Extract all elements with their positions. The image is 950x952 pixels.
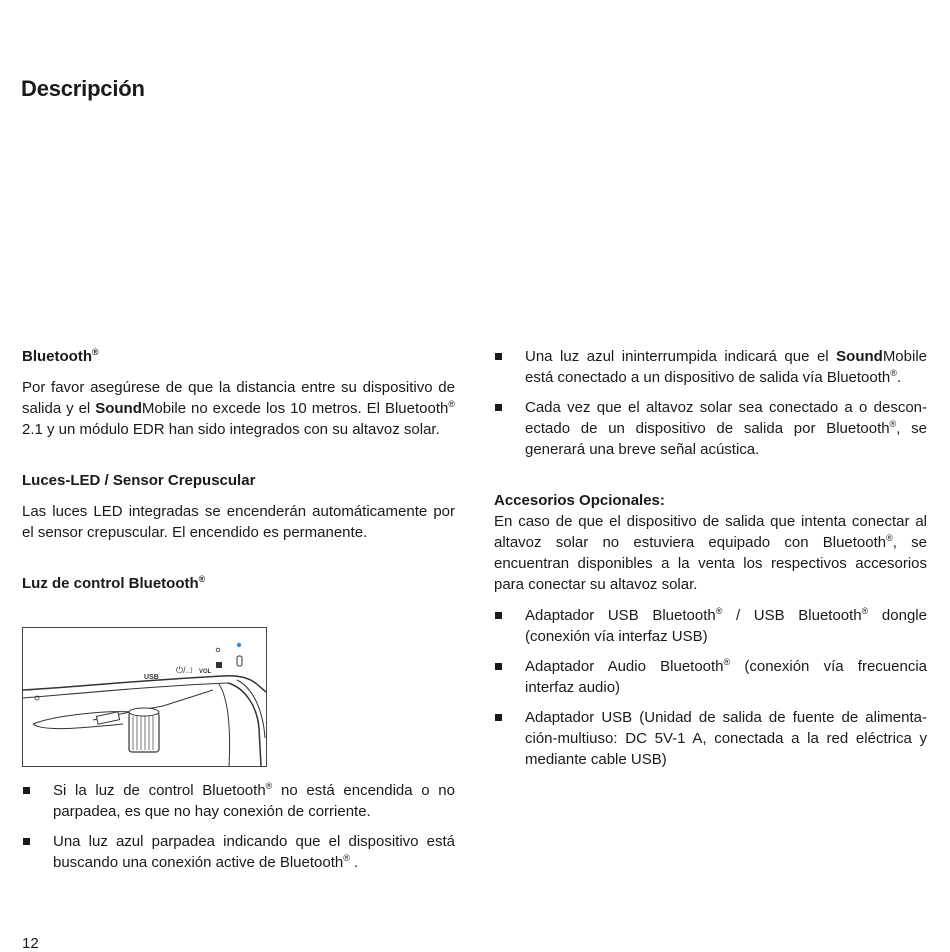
- right-column: [494, 346, 927, 779]
- list-item: Si la luz de control Bluetooth® no está encendida o no parpadea, es que no hay conexión de corriente.: [22, 780, 455, 822]
- list-item: Adaptador USB (Unidad de salida de fuente de alimentación-multiuso: DC 5V-1 A, conectada a la red eléctrica y mediante cable USB): [494, 707, 927, 770]
- bluetooth-paragraph: Por favor asegúrese de que la distancia entre su dispositivo de salida y el SoundMobile no excede los 10 metros. El Bluetooth® 2.1 y un módulo EDR han sido integrados con su altavoz solar.: [22, 379, 455, 438]
- indicator-hole: [216, 648, 220, 652]
- bullet-square-icon: [23, 838, 30, 845]
- brand-sound: Sound: [836, 348, 883, 365]
- device-illustration: [22, 627, 267, 767]
- speaker-control-panel-drawing: [23, 628, 266, 766]
- usb-label: USB: [144, 674, 159, 681]
- list-item: Una luz azul ininterrumpida indicará que el SoundMobile está conectado a un dispositivo de salida vía Bluetooth®.: [494, 346, 927, 388]
- list-item: Una luz azul parpadea indicando que el dispositivo está buscando una conexión active de Bluetooth® .: [22, 831, 455, 873]
- left-bullet-list: [22, 780, 455, 882]
- list-item: Adaptador USB Bluetooth® / USB Bluetooth® dongle (conexión vía interfaz USB): [494, 605, 927, 647]
- page-number: 12: [22, 935, 39, 952]
- list-item: Cada vez que el altavoz solar sea conectado a o desconectado de un dispositivo de salida por Bluetooth®, se generará una breve señal acústica.: [494, 397, 927, 460]
- page-title: Descripción: [21, 76, 145, 101]
- svg-text:⏻/◿: ⏻/◿: [176, 665, 193, 675]
- bullet-square-icon: [495, 612, 502, 619]
- list-item: Adaptador Audio Bluetooth® (conexión vía frecuencia interfaz audio): [494, 656, 927, 698]
- brand-sound: Sound: [95, 400, 142, 417]
- vol-label: VOL: [199, 669, 212, 675]
- bluetooth-led-icon: [237, 643, 241, 647]
- accessories-heading: Accesorios Opcionales:: [494, 492, 665, 509]
- bullet-square-icon: [495, 353, 502, 360]
- bullet-square-icon: [495, 404, 502, 411]
- bullet-square-icon: [495, 663, 502, 670]
- panel-button: [216, 662, 222, 668]
- led-paragraph: Las luces LED integradas se encenderán automáticamente por el sensor crepuscular. El encendido es permanente.: [22, 503, 455, 541]
- bluetooth-heading: Bluetooth®: [22, 347, 99, 365]
- accessories-paragraph: En caso de que el dispositivo de salida que intenta conectar al altavoz solar no estuviera equipado con Bluetooth®, se encuentran disponibles a la venta los respectivos accesorios para conectar su altavoz solar.: [494, 513, 927, 593]
- control-light-heading: Luz de control Bluetooth®: [22, 574, 206, 592]
- led-heading: Luces-LED / Sensor Crepuscular: [22, 472, 256, 489]
- bullet-square-icon: [23, 787, 30, 794]
- bullet-square-icon: [495, 714, 502, 721]
- left-column: [22, 346, 455, 594]
